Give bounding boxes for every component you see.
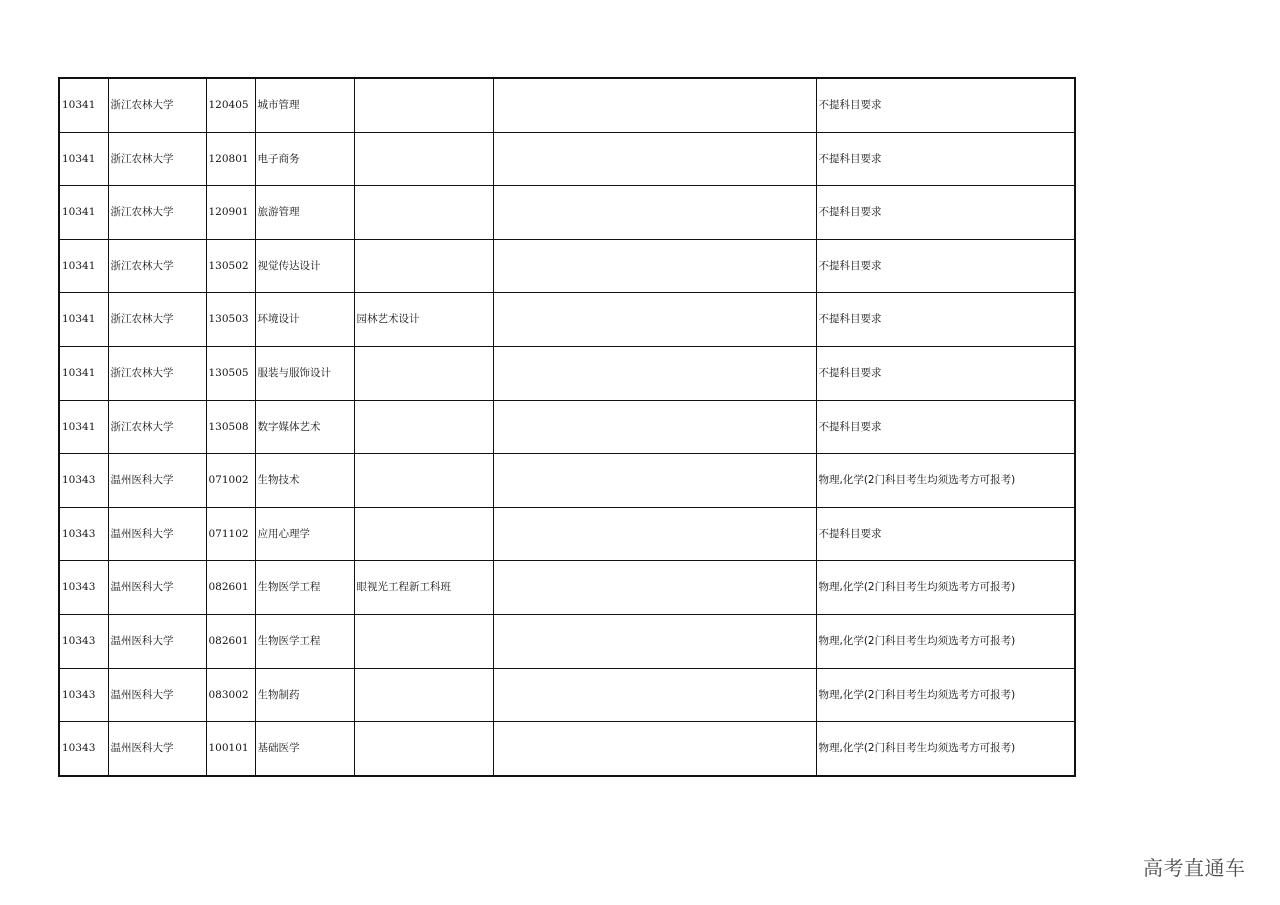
major-name-cell: 生物技术 xyxy=(255,454,354,508)
subject-requirement-cell: 物理,化学(2门科目考生均须选考方可报考) xyxy=(816,454,1075,508)
subject-requirement-cell: 不提科目要求 xyxy=(816,346,1075,400)
subject-requirement-cell: 物理,化学(2门科目考生均须选考方可报考) xyxy=(816,614,1075,668)
major-note-cell xyxy=(354,668,493,722)
extra-cell xyxy=(493,400,816,454)
school-name-cell: 浙江农林大学 xyxy=(108,239,206,293)
school-code-cell: 10341 xyxy=(59,346,108,400)
major-code-cell: 130508 xyxy=(206,400,255,454)
table-row xyxy=(59,239,1075,293)
school-name-cell: 温州医科大学 xyxy=(108,561,206,615)
major-code-cell: 130502 xyxy=(206,239,255,293)
major-name-cell: 基础医学 xyxy=(255,722,354,776)
extra-cell xyxy=(493,346,816,400)
major-note-cell xyxy=(354,614,493,668)
major-code-cell: 083002 xyxy=(206,668,255,722)
major-note-cell xyxy=(354,400,493,454)
school-code-cell: 10341 xyxy=(59,78,108,132)
school-name-cell: 温州医科大学 xyxy=(108,668,206,722)
table-row xyxy=(59,400,1075,454)
major-name-cell: 环境设计 xyxy=(255,293,354,347)
school-name-cell: 浙江农林大学 xyxy=(108,132,206,186)
extra-cell xyxy=(493,239,816,293)
school-name-cell: 浙江农林大学 xyxy=(108,346,206,400)
table-row xyxy=(59,614,1075,668)
school-code-cell: 10341 xyxy=(59,186,108,240)
table-row xyxy=(59,668,1075,722)
school-name-cell: 浙江农林大学 xyxy=(108,400,206,454)
major-code-cell: 082601 xyxy=(206,561,255,615)
watermark-text: 高考直通车 xyxy=(1143,856,1246,880)
school-code-cell: 10343 xyxy=(59,507,108,561)
subject-requirement-cell: 不提科目要求 xyxy=(816,132,1075,186)
subject-requirement-cell: 物理,化学(2门科目考生均须选考方可报考) xyxy=(816,668,1075,722)
extra-cell xyxy=(493,132,816,186)
school-code-cell: 10343 xyxy=(59,668,108,722)
major-note-cell xyxy=(354,186,493,240)
major-name-cell: 生物制药 xyxy=(255,668,354,722)
extra-cell xyxy=(493,561,816,615)
table-body xyxy=(59,78,1075,776)
school-name-cell: 浙江农林大学 xyxy=(108,186,206,240)
major-note-cell xyxy=(354,722,493,776)
extra-cell xyxy=(493,454,816,508)
major-name-cell: 城市管理 xyxy=(255,78,354,132)
school-name-cell: 温州医科大学 xyxy=(108,507,206,561)
major-note-cell xyxy=(354,346,493,400)
major-code-cell: 071002 xyxy=(206,454,255,508)
major-name-cell: 服装与服饰设计 xyxy=(255,346,354,400)
major-note-cell: 园林艺术设计 xyxy=(354,293,493,347)
major-name-cell: 数字媒体艺术 xyxy=(255,400,354,454)
subject-requirement-cell: 物理,化学(2门科目考生均须选考方可报考) xyxy=(816,561,1075,615)
table-row xyxy=(59,722,1075,776)
major-name-cell: 生物医学工程 xyxy=(255,614,354,668)
school-code-cell: 10343 xyxy=(59,454,108,508)
subject-requirement-cell: 不提科目要求 xyxy=(816,293,1075,347)
extra-cell xyxy=(493,507,816,561)
major-name-cell: 电子商务 xyxy=(255,132,354,186)
subject-requirement-cell: 不提科目要求 xyxy=(816,507,1075,561)
major-code-cell: 071102 xyxy=(206,507,255,561)
table-row xyxy=(59,507,1075,561)
school-name-cell: 浙江农林大学 xyxy=(108,78,206,132)
major-note-cell xyxy=(354,78,493,132)
major-name-cell: 生物医学工程 xyxy=(255,561,354,615)
major-name-cell: 视觉传达设计 xyxy=(255,239,354,293)
major-code-cell: 120801 xyxy=(206,132,255,186)
major-code-cell: 120901 xyxy=(206,186,255,240)
major-code-cell: 100101 xyxy=(206,722,255,776)
table-row xyxy=(59,293,1075,347)
school-name-cell: 温州医科大学 xyxy=(108,722,206,776)
major-name-cell: 旅游管理 xyxy=(255,186,354,240)
major-name-cell: 应用心理学 xyxy=(255,507,354,561)
extra-cell xyxy=(493,293,816,347)
major-code-cell: 120405 xyxy=(206,78,255,132)
major-note-cell: 眼视光工程新工科班 xyxy=(354,561,493,615)
subject-requirement-cell: 不提科目要求 xyxy=(816,400,1075,454)
school-name-cell: 温州医科大学 xyxy=(108,454,206,508)
subject-requirement-cell: 物理,化学(2门科目考生均须选考方可报考) xyxy=(816,722,1075,776)
school-code-cell: 10341 xyxy=(59,293,108,347)
table-row xyxy=(59,454,1075,508)
subject-requirement-cell: 不提科目要求 xyxy=(816,78,1075,132)
subject-requirement-cell: 不提科目要求 xyxy=(816,239,1075,293)
major-code-cell: 130503 xyxy=(206,293,255,347)
school-name-cell: 温州医科大学 xyxy=(108,614,206,668)
extra-cell xyxy=(493,668,816,722)
table-row xyxy=(59,346,1075,400)
school-code-cell: 10341 xyxy=(59,239,108,293)
school-code-cell: 10341 xyxy=(59,400,108,454)
school-code-cell: 10343 xyxy=(59,561,108,615)
table-row xyxy=(59,132,1075,186)
major-code-cell: 130505 xyxy=(206,346,255,400)
extra-cell xyxy=(493,614,816,668)
table-row xyxy=(59,561,1075,615)
school-code-cell: 10343 xyxy=(59,722,108,776)
major-note-cell xyxy=(354,132,493,186)
major-note-cell xyxy=(354,507,493,561)
extra-cell xyxy=(493,78,816,132)
school-code-cell: 10343 xyxy=(59,614,108,668)
major-note-cell xyxy=(354,454,493,508)
table-row xyxy=(59,78,1075,132)
major-note-cell xyxy=(354,239,493,293)
extra-cell xyxy=(493,722,816,776)
school-name-cell: 浙江农林大学 xyxy=(108,293,206,347)
major-code-cell: 082601 xyxy=(206,614,255,668)
subject-requirement-cell: 不提科目要求 xyxy=(816,186,1075,240)
extra-cell xyxy=(493,186,816,240)
subject-requirements-table xyxy=(58,77,1076,777)
table-row xyxy=(59,186,1075,240)
school-code-cell: 10341 xyxy=(59,132,108,186)
